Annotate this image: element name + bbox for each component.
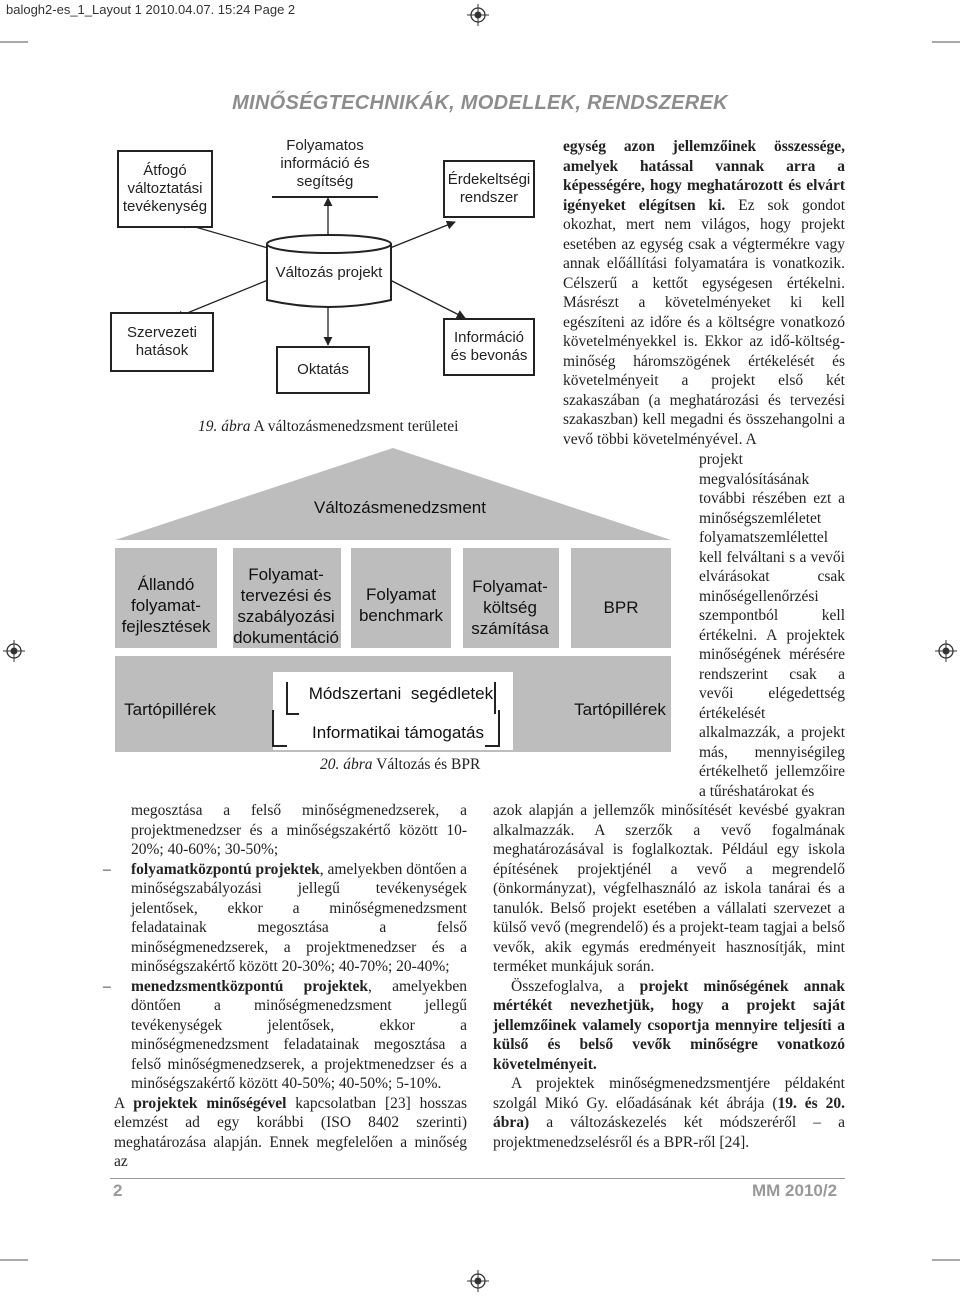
print-slug: balogh2-es_1_Layout 1 2010.04.07. 15:24 Page 2 — [6, 2, 296, 17]
item-bold: folyamatközpontú projektek — [131, 860, 320, 878]
paragraph-summary — [493, 977, 845, 1075]
fig20-pillar-3: Folyamat benchmark — [358, 585, 444, 625]
fig20-pillar-4: Folyamat- költség számítása — [471, 577, 549, 638]
box-oktatas: Oktatás — [276, 346, 370, 394]
footer-rule — [110, 1178, 845, 1179]
caption-num: 19. ábra — [198, 418, 251, 435]
right-column-bottom — [493, 801, 845, 1152]
example-c: a változáskezelés két módszeréről – a projektmenedzselésről és a BPR-ről [24]. — [493, 1114, 845, 1151]
fig20-it: Informatikai támogatás — [312, 723, 484, 742]
left-column — [103, 801, 468, 1172]
registration-mark-icon — [467, 1270, 489, 1292]
item-rest: , amelyekben döntően a minőségszabályozási jellegű tevékenységek jelentősek, ekkor a minőségmenedzsment feladatainak megosztása a felső minőségmenedzserek, a projektmenedzser és a minőségszakértő között 20-30%; 40-70%; 20-40%; — [131, 860, 467, 975]
registration-mark-icon — [935, 640, 957, 662]
definition-rest: Ez sok gondot okozhat, mert nem világos, hogy projekt esetében az egység csak a végtermékre vagy annak előállítási folyamatára is vonatkozik. Célszerű a kettőt egységesen értékelni. Másrészt a követelményeket ki kell egészíteni az időre és a költségre vonatkozó követelményekkel is. Ekkor az idő-költség-minőség háromszögének értékelését és követelményeit a projekt első két szakaszában (a meghatározási és tervezési szakaszban) kell megadni és összehangolni a vevő többi követelményével. A — [563, 196, 846, 448]
example-b: 19. és 20. ábra) — [493, 1094, 845, 1131]
right-column-narrow — [699, 450, 845, 801]
registration-mark-icon — [467, 4, 489, 26]
p-bold: projektek minőségével — [133, 1094, 287, 1112]
item-bold: menedzsmentközpontú projektek — [131, 977, 368, 995]
dash: – — [103, 860, 111, 878]
item-rest: , amelyekben döntően a minőségmenedzsment jellegű tevékenységek jelentősek, ekkor a minőségmenedzsment feladatainak megosztása a felső minőségmenedzserek, a projektmenedzser és a minőségszakértő között 40-50%; 40-50%; 5-10%. — [131, 977, 467, 1092]
box-folyamatos: Folyamatos információ és segítség — [272, 132, 378, 198]
list-item-management — [103, 977, 467, 1094]
fig20-right-foot: Tartópillérek — [574, 700, 666, 719]
fig20-method-1: Módszertani — [308, 684, 402, 703]
caption-num: 20. ábra — [320, 756, 373, 773]
registration-mark-icon — [3, 640, 25, 662]
box-info: Információ és bevonás — [443, 318, 535, 376]
list-intro: megosztása a felső minőségmenedzserek, a projektmenedzser és a minőségszakértő között 10-20%; 40-60%; 30-50%; — [131, 802, 467, 858]
summary-bold: projekt minőségének annak mértékét nevezhetjük, hogy a projekt saját jellemzőinek valamely csoportja mennyire teljesíti a külső és belső vevők minőségre vonatkozó követelményeit. — [493, 977, 846, 1073]
box-atfogo: Átfogó változtatási tevékenység — [117, 150, 213, 228]
journal-issue: MM 2010/2 — [752, 1181, 838, 1200]
fig20-pillar-5: BPR — [603, 598, 639, 617]
paragraph-quality — [114, 1094, 467, 1172]
page-number: 2 — [113, 1181, 123, 1200]
paragraph-customers: azok alapján a jellemzők minősítését kevésbé gyakran alkalmazzák. A szerzők a vevő fogalmának meghatározásával is foglalkoztak. Például egy iskola építésének projektjénél a vevő a megrendelő (önkormányzat), végfelhasználó az iskola tanárai és a tanulók. Belső projekt esetében a vállalati szervezet a külső vevő (megrendelő) és a projekt-team tagjai a belső vevők, akik egymás eredményeit hasznosítják, mint terméket munkájuk során. — [493, 802, 845, 975]
summary-plain: Összefoglalva, a — [511, 977, 625, 995]
p-rest: kapcsolatban [23] hosszas elemzést ad egy korábbi (ISO 8402 szerinti) meghatározása alapján. Ennek megfelelően a minőség az — [114, 1094, 468, 1170]
box-center: Változás projekt — [275, 264, 383, 281]
running-head: MINŐSÉGTECHNIKÁK, MODELLEK, RENDSZEREK — [232, 92, 728, 114]
caption-text: A változásmenedzsment területei — [253, 418, 459, 435]
fig20-method-2: segédletek — [410, 684, 494, 703]
paragraph-example — [493, 1074, 845, 1152]
figure-20-caption — [320, 756, 480, 774]
example-a: A projektek minőségmenedzsmentjére példaként szolgál Mikó Gy. előadásának két ábrája ( — [493, 1075, 845, 1112]
fig20-pillar-2: Folyamat- tervezési és szabályozási dokumentáció — [233, 565, 339, 647]
fig20-roof: Változásmenedzsment — [314, 498, 486, 517]
right-column-top — [563, 137, 845, 449]
definition-bold: egység azon jellemzőinek összessége, amelyek hatással vannak arra a képességére, hogy meghatározott és elvárt igényeket elégítsen ki. — [563, 138, 845, 214]
figure-19-caption — [198, 418, 458, 436]
fig20-left-foot: Tartópillérek — [124, 700, 216, 719]
box-erdek: Érdekeltségi rendszer — [443, 160, 535, 218]
list-item-process — [103, 860, 467, 977]
caption-text: Változás és BPR — [376, 756, 481, 773]
fig20-pillar-1: Állandó folyamat- fejlesztések — [121, 575, 211, 636]
p-a: A — [114, 1094, 125, 1112]
narrow-paragraph: projekt megvalósításának további részében ezt a minőségszemléletet folyamatszemlélettel kell felváltani s a vevői elvárásokat csak minőségellenőrzési szempontból kell értékelni. A projektek minőségének mérésére rendszerint csak a vevői elégedettség értékelését alkalmazzák, a projekt más, mennyiségileg értékelhető jellemzőire a tűréshatárokat és — [699, 451, 845, 800]
dash: – — [103, 977, 111, 995]
box-szerv: Szervezeti hatások — [110, 312, 214, 372]
